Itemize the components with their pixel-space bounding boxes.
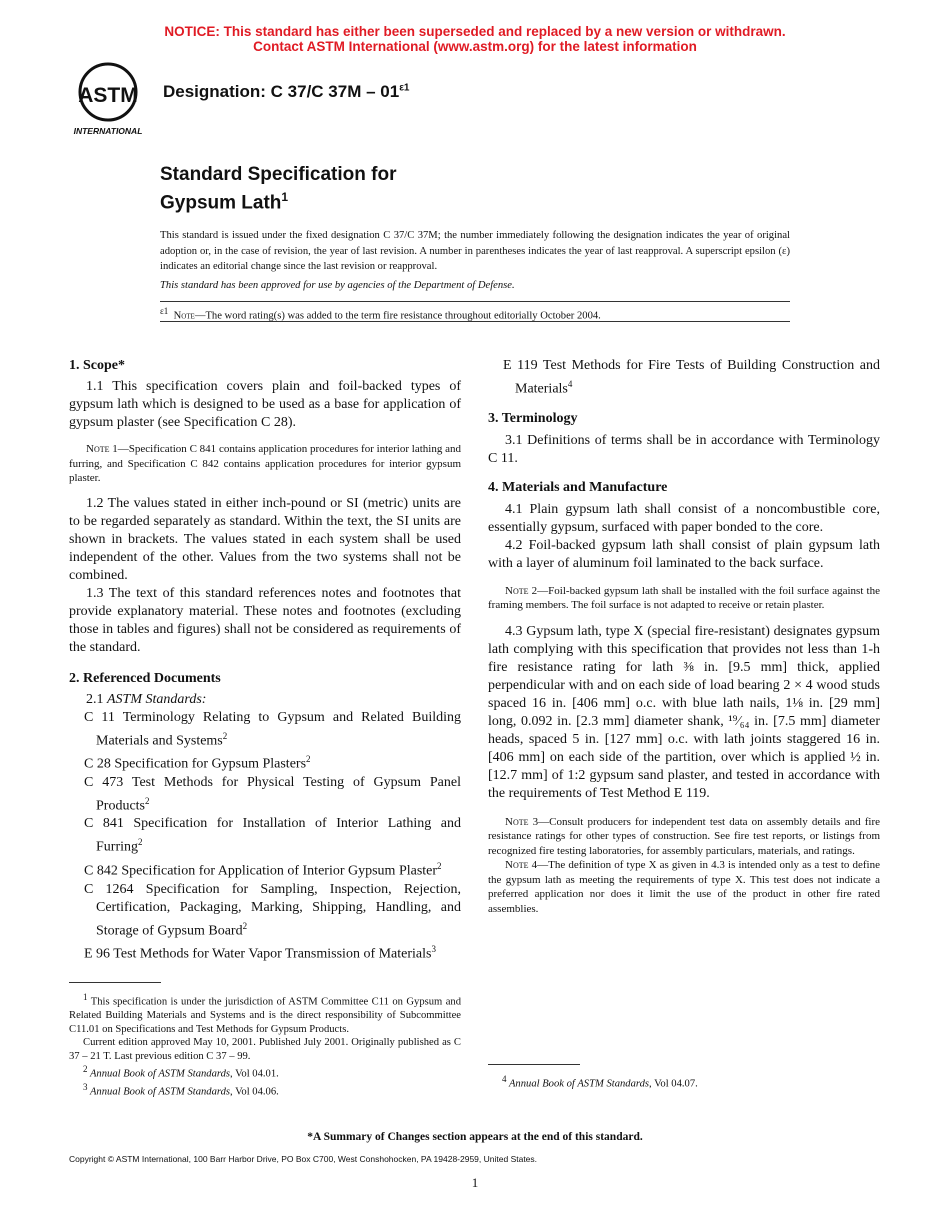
paragraph-2-1 xyxy=(69,691,461,709)
footnote-2 xyxy=(69,1063,461,1081)
reference-sup: 2 xyxy=(222,730,228,741)
enote-text: —The word rating(s) was added to the term fire resistance throughout editorially October 2004. xyxy=(194,310,601,322)
editorial-note xyxy=(160,306,601,322)
designation-sup: ε1 xyxy=(399,82,410,94)
footnote-1-text: This specification is under the jurisdiction of ASTM Committee C11 on Gypsum and Related Building Materials and Systems and is the direct responsibility of Subcommittee C11.01 on Specifications and Test Methods for Gypsum Products. xyxy=(69,996,461,1035)
paragraph-2-1-text: ASTM Standards: xyxy=(107,691,207,707)
footnote-1-edition: Current edition approved May 10, 2001. Published July 2001. Originally published as C 37 – 21 T. Last previous edition C 37 – 99. xyxy=(69,1037,461,1062)
note-2-label: Note xyxy=(505,584,529,597)
reference-item xyxy=(69,857,461,881)
title-line-1: Standard Specification for xyxy=(160,164,397,185)
enote-label: Note xyxy=(173,310,195,322)
paragraph-3-1: 3.1 Definitions of terms shall be in accordance with Terminology C 11. xyxy=(488,432,880,466)
summary-of-changes: *A Summary of Changes section appears at the end of this standard. xyxy=(307,1131,643,1143)
footnote-3-title: Annual Book of ASTM Standards xyxy=(87,1086,231,1098)
astm-logo xyxy=(70,58,150,138)
footnote-4-title: Annual Book of ASTM Standards xyxy=(506,1078,650,1090)
left-footnotes xyxy=(69,982,461,1099)
right-footnotes xyxy=(488,1064,880,1091)
page-number: 1 xyxy=(471,1175,479,1190)
document-title xyxy=(160,163,396,214)
note-1-label: Note xyxy=(86,443,110,455)
note-4 xyxy=(488,858,880,916)
section-3-heading: 3. Terminology xyxy=(488,410,578,426)
reference-text: C 11 Terminology Relating to Gypsum and Related Building Materials and Systems xyxy=(84,709,461,749)
footnote-1 xyxy=(69,991,461,1036)
designation xyxy=(163,82,410,102)
footnote-2-title: Annual Book of ASTM Standards xyxy=(87,1068,231,1080)
title-sup: 1 xyxy=(281,190,289,204)
reference-sup: 2 xyxy=(242,920,248,931)
note-1-text: 1—Specification C 841 contains application procedures for interior lathing and furring, and Specification C 842 contains application procedures for interior gypsum plaster. xyxy=(69,443,461,484)
reference-text: C 473 Test Methods for Physical Testing of Gypsum Panel Products xyxy=(84,774,461,814)
note-2 xyxy=(488,584,880,613)
section-2-heading: 2. Referenced Documents xyxy=(69,670,221,686)
reference-sup: 2 xyxy=(145,795,150,806)
title-line-2: Gypsum Lath xyxy=(160,192,282,214)
paragraph-4-3: 4.3 Gypsum lath, type X (special fire-resistant) designates gypsum lath complying with this specification that provides not less than 1-h fire resistance rating for lath ⅜ in. [9.5 mm] thick, applied perpendicular with and on each side of load bearing 2 × 4 wood studs spaced 16 in. [406 mm] o.c. with blue lath nails, 1⅛ in. [29 mm] long, 0.092 in. [2.3 mm] diameter shank, ¹⁹⁄₆₄ in. [7.5 mm] diameter heads, spaced 5 in. [127 mm] o.c. with lath joints staggered 16 in. [406 mm] on each side of the partition, over which is applied ½ in. [12.7 mm] of 1:2 gypsum sand plaster, and tested in accordance with the requirements of Test Method E 119. xyxy=(488,623,880,801)
footnote-3-sup: 3 xyxy=(83,1082,88,1093)
paragraph-2-1-number: 2.1 xyxy=(86,691,107,707)
divider xyxy=(160,321,790,322)
footnote-4 xyxy=(488,1073,880,1091)
note-3 xyxy=(488,815,880,859)
enote-sup: ε1 xyxy=(160,306,169,316)
paragraph-1-1: 1.1 This specification covers plain and foil-backed types of gypsum lath which is designed to be used as a base for application of gypsum plaster (see Specification C 28). xyxy=(69,379,461,430)
reference-item xyxy=(69,750,461,774)
section-1-heading: 1. Scope* xyxy=(69,358,125,373)
reference-sup: 2 xyxy=(437,861,442,872)
note-1 xyxy=(69,442,461,486)
paragraph-1-3: 1.3 The text of this standard references notes and footnotes that provide explanatory material. These notes and footnotes (excluding those in tables and figures) shall not be considered as requirements of the standard. xyxy=(69,585,461,655)
reference-item xyxy=(69,774,461,816)
reference-text: C 841 Specification for Installation of Interior Lathing and Furring xyxy=(84,816,461,856)
copyright: Copyright © ASTM International, 100 Barr Harbor Drive, PO Box C700, West Conshohocken, PA 19428-2959, United States. xyxy=(69,1154,538,1164)
reference-sup: 2 xyxy=(138,837,143,848)
reference-text: E 96 Test Methods for Water Vapor Transmission of Materials xyxy=(84,947,432,963)
footnote-3 xyxy=(69,1081,461,1099)
footnote-rule xyxy=(69,982,161,983)
note-2-text: 2—Foil-backed gypsum lath shall be installed with the foil surface against the framing members. The foil surface is not adapted to receive or retain plaster. xyxy=(488,584,880,612)
reference-text: C 28 Specification for Gypsum Plasters xyxy=(84,756,307,772)
notice-banner xyxy=(0,24,950,54)
footnote-1-sup: 1 xyxy=(83,992,88,1002)
reference-item xyxy=(69,709,461,751)
reference-text: C 842 Specification for Application of Interior Gypsum Plaster xyxy=(84,863,438,879)
footnote-3-vol: , Vol 04.06. xyxy=(230,1086,279,1098)
footnote-2-vol: , Vol 04.01. xyxy=(230,1068,279,1080)
footnote-rule xyxy=(488,1064,580,1065)
paragraph-4-1: 4.1 Plain gypsum lath shall consist of a noncombustible core, essentially gypsum, surfaced with paper bonded to the core. xyxy=(488,501,880,535)
right-column xyxy=(488,357,880,916)
issuance-statement: This standard is issued under the fixed designation C 37/C 37M; the number immediately following the designation indicates the year of original adoption or, in the case of revision, the year of last revision. A number in parentheses indicates the year of last reapproval. A superscript epsilon (ε) indicates an editorial change since the last revision or reapproval. xyxy=(160,230,790,272)
paragraph-1-2: 1.2 The values stated in either inch-pound or SI (metric) units are to be regarded separately as standard. Within the text, the SI units are shown in brackets. The values stated in each system shall be used independent of the other. Values from the two systems shall not be combined. xyxy=(69,495,461,583)
reference-sup: 3 xyxy=(431,944,436,955)
reference-item xyxy=(69,940,461,964)
reference-sup: 2 xyxy=(306,754,311,765)
footnote-2-sup: 2 xyxy=(83,1064,88,1075)
designation-label: Designation: C 37/C 37M – 01 xyxy=(163,82,400,101)
dod-statement: This standard has been approved for use by agencies of the Department of Defense. xyxy=(160,280,515,291)
divider xyxy=(160,301,790,302)
reference-text: E 119 Test Methods for Fire Tests of Building Construction and Materials xyxy=(503,358,880,397)
footnote-4-sup: 4 xyxy=(502,1074,507,1084)
left-column xyxy=(69,357,461,964)
reference-item xyxy=(69,881,461,941)
notice-line-1: NOTICE: This standard has either been superseded and replaced by a new version or withdrawn. xyxy=(164,24,786,39)
logo-subtext: INTERNATIONAL xyxy=(73,126,143,136)
note-4-text: 4—The definition of type X as given in 4.3 is intended only as a test to define the gypsum lath as meeting the requirements of type X. This test does not indicate a preferred application nor does it limit the use of the product in other fire rated assemblies. xyxy=(488,859,880,915)
reference-text: C 1264 Specification for Sampling, Inspection, Rejection, Certification, Packaging, Marking, Shipping, Handling, and Storage of Gypsum Board xyxy=(84,881,461,939)
section-4-heading: 4. Materials and Manufacture xyxy=(488,479,668,495)
reference-item xyxy=(69,815,461,857)
note-4-label: Note xyxy=(505,859,529,872)
note-3-text: 3—Consult producers for independent test data on assembly details and fire resistance ratings for other types of construction. See fire test reports, or listings from recognized fire testing laboratories, for assembly particulars, materials, and ratings. xyxy=(488,815,880,857)
notice-line-2: Contact ASTM International (www.astm.org) for the latest information xyxy=(253,39,697,54)
paragraph-4-2: 4.2 Foil-backed gypsum lath shall consist of plain gypsum lath with a layer of aluminum foil laminated to the back surface. xyxy=(488,537,880,571)
reference-item-e119 xyxy=(488,357,880,399)
logo-text: ASTM xyxy=(78,84,138,107)
reference-sup: 4 xyxy=(567,379,573,389)
footnote-4-vol: , Vol 04.07. xyxy=(649,1078,698,1090)
note-3-label: Note xyxy=(505,815,529,828)
